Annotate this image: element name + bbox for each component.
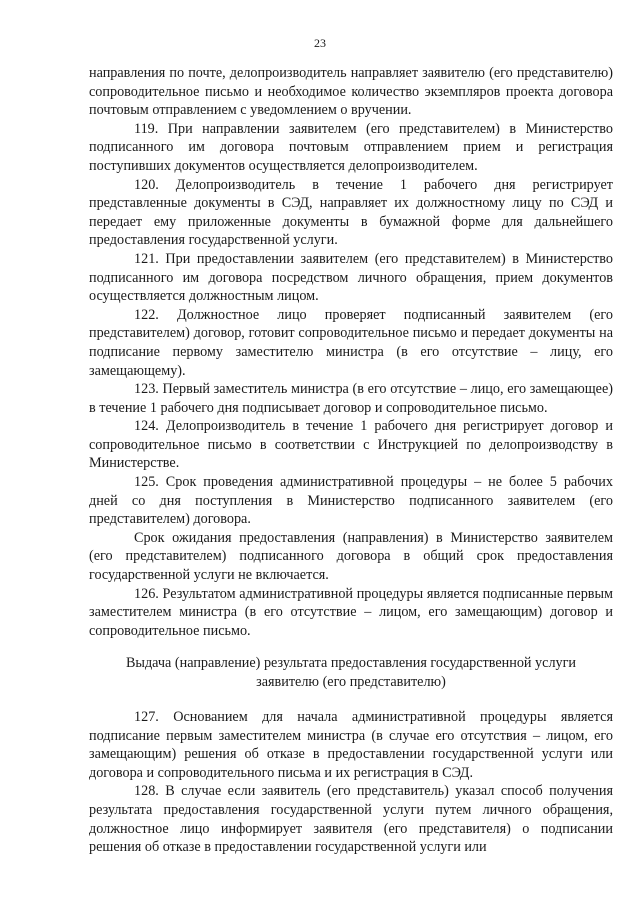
paragraph-125: 125. Срок проведения административной процедуры – не более 5 рабочих дней со дня поступления в Министерство подписанного заявителем (его представителем) договора. [89, 474, 613, 528]
document-body-bottom [89, 708, 613, 857]
paragraph-120: 120. Делопроизводитель в течение 1 рабочего дня регистрирует представленные документы в СЭД, направляет их должностному лицу по СЭД и передает ему приложенные документы в бумажной форме для дальнейшего предоставления государственной услуги. [89, 176, 613, 249]
paragraph-126: 126. Результатом административной процедуры является подписанные первым заместителем министра (в его отсутствие – лицом, его замещающим) договор и сопроводительное письмо. [89, 585, 613, 639]
paragraph-waiting-period: Срок ожидания предоставления (направления) в Министерство заявителем (его представителем) подписанного договора в общий срок предоставления государственной услуги не включается. [89, 529, 613, 584]
document-body-top [89, 64, 613, 640]
page-number: 23 [314, 36, 326, 50]
paragraph-122: 122. Должностное лицо проверяет подписанный заявителем (его представителем) договор, готовит сопроводительное письмо и передает документы на подписание первому заместителю министра (в его отсутствие – лицу, его замещающему). [89, 306, 613, 379]
paragraph-121: 121. При предоставлении заявителем (его представителем) в Министерство подписанного им договора посредством личного обращения, прием документов осуществляется должностным лицом. [89, 250, 613, 305]
paragraph-127: 127. Основанием для начала административной процедуры является подписание первым заместителем министра (в случае его отсутствия – лицом, его замещающим) решения об отказе в предоставлении государственной услуги или договора и сопроводительного письма и их регистрация в СЭД. [89, 709, 613, 781]
section-heading-line-2: заявителю (его представителю) [256, 674, 446, 690]
paragraph-119: 119. При направлении заявителем (его представителем) в Министерство подписанного им договора почтовым отправлением прием и регистрация поступивших документов осуществляется делопроизводителем. [89, 120, 613, 174]
section-heading-line-1: Выдача (направление) результата предоставления государственной услуги [125, 655, 577, 671]
paragraph-124: 124. Делопроизводитель в течение 1 рабочего дня регистрирует договор и сопроводительное письмо в соответствии с Инструкцией по делопроизводству в Министерстве. [89, 418, 613, 472]
paragraph-continuation: направления по почте, делопроизводитель направляет заявителю (его представителю) сопроводительное письмо и необходимое количество экземпляров проекта договора почтовым отправлением с уведомлением о вручении. [89, 65, 613, 119]
section-heading [89, 654, 613, 692]
paragraph-123: 123. Первый заместитель министра (в его отсутствие – лицо, его замещающее) в течение 1 рабочего дня подписывает договор и сопроводительное письмо. [89, 381, 613, 416]
paragraph-128: 128. В случае если заявитель (его представитель) указал способ получения результата предоставления государственной услуги путем личного обращения, должностное лицо информирует заявителя (его представителя) о подписании решения об отказе в предоставлении государственной услуги или [89, 783, 613, 856]
